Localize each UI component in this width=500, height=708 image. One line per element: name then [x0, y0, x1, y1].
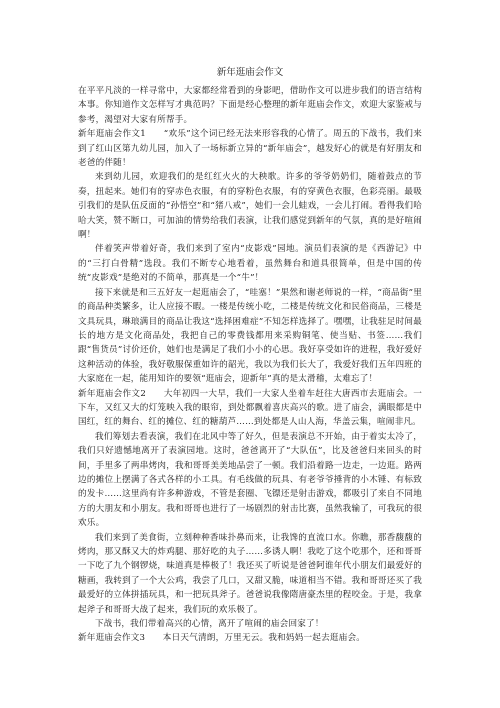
paragraph-essay2-heading: 新年逛庙会作文2 大年初四一大早，我们一大家人坐着车赶往大唐西市去逛庙会。一下车，又红又大的灯笼映入我的眼帘，到处都飘着喜庆高兴的歌。进了庙会，满眼都是中国红，红的舞台、红的摊位、红的糖葫芦……到处都是人山人海，华盖云集，喧闹非凡。 [78, 388, 422, 428]
paragraph-essay1-yangge: 来到幼儿园，欢迎我们的是红红火火的大秧歌。许多的爷爷奶奶们，随着鼓点的节奏，扭起来。她们有的穿赤色衣服，有的穿粉色衣服，有的穿黄色衣服，色彩亮丽。最吸引我们的是队伍反面的“孙悟空”和“猪八戒”，她们一会儿蛙戏，一会儿打闹。看得我们哈哈大笑，赞不断口，可加油的情势给我们表演，让我们感觉到新年的气氛，真的是好喧闹啊！ [78, 172, 422, 241]
paragraph-essay2-games: 我们筹划去看表演，我们在北风中等了好久，但是表演总不开始，由于着实太冷了，我们只好遗憾地离开了表演园地。这时，爸爸离开了“大队伍”，比及爸爸归来回头的时间，手里多了两串烤肉，我和哥哥美美地品尝了一顿。我们沿着路一边走，一边逛。路两边的摊位上摆满了各式各样的小工具。有毛线做的玩具、有老爷爷捶背的小木锤、有标致的发卡……这里尚有许多种游戏，不管是套圈、飞镖还是射击游戏，都吸引了来自不同地方的大朋友和小朋友。我和哥哥也进行了一场剧烈的射击比赛，虽然我输了，可我玩的很欢乐。 [78, 431, 422, 529]
paragraph-essay2-ending: 下战书，我们带着高兴的心情，离开了喧闹的庙会回家了！ [95, 619, 324, 630]
document-title: 新年逛庙会作文 [216, 67, 284, 78]
paragraph-essay1-shopping: 接下来就是和三五好友一起逛庙会了，“哇塞！”果然和谢老师说的一样，“商品街”里的商品种类繁多，让人应接不暇。一楼是传统小吃，二楼是传统文化和民俗商品，三楼是文具玩具，琳琅满目的商品让我这“选择困难症”不知怎样选择了。嘿嘿，让我驻足时间最长的地方是文化商品处，我把自己的零费钱都用来采购铜笔、使当贴、书签……我们跟“售货员”讨价还价，她们也是满足了我们小小的心思。我好享受如许的进程，我好爱好这种活动的体验，我好敬服保重如许的韶光，我以为我们长大了，我爱好我们五年四班的大家庭在一起，能用知许的要领“逛庙会，迎新年”真的是太滑稽，太难忘了！ [78, 287, 422, 385]
paragraph-essay2-food: 我们来到了美食街，立刻种种香味扑鼻而来，让我馋的直流口水。你瞧，那香馥馥的烤肉，那又酥又大的炸鸡腿、那好吃的丸子……多诱人啊！我吃了这个吃那个，还和哥哥一下吃了九个钢锣烧，味道真是棒极了！我还买了听说是爸爸阿谁年代小朋友们最爱好的糖画，我转到了一个大公鸡，我尝了几口，又甜又脆，味道相当不错。我和哥哥还买了我最爱好的立体拼插玩具，和一把玩具斧子。爸爸说我像隋唐豪杰里的程咬金。于是，我拿起斧子和哥哥大战了起来，我们玩的欢乐极了。 [78, 532, 422, 615]
paragraph-intro: 在平平凡淡的一样寻常中，大家都经常看到的身影吧，借助作文可以进步我们的语言结构本事。你知道作文怎样写才典范吗？下面是经心整理的新年逛庙会作文，欢迎大家鉴戒与参考，渴望对大家有所帮手。 [78, 86, 422, 125]
paragraph-essay1-shadow-play: 伴着笑声带着好奇，我们来到了室内“皮影戏”园地。演员们表演的是《西游记》中的“三打白骨精”选段。我们不断专心地看着，虽然舞台和道具很简单，但是中国的传统“皮影戏”是绝对的不简单，那真是一个“牛”！ [78, 244, 422, 284]
document-body [78, 84, 422, 646]
paragraph-essay1-heading: 新年逛庙会作文1 “欢乐”这个词已经无法来形容我的心情了。周五的下战书，我们来到了红山区第九幼儿园，加入了一场标新立异的“新年庙会”，越发好心的就是有好朋友和老爸的伴随！ [78, 129, 422, 169]
paragraph-essay3-heading: 新年逛庙会作文3 本日天气清朗，万里无云。我和妈妈一起去逛庙会。 [78, 633, 366, 644]
